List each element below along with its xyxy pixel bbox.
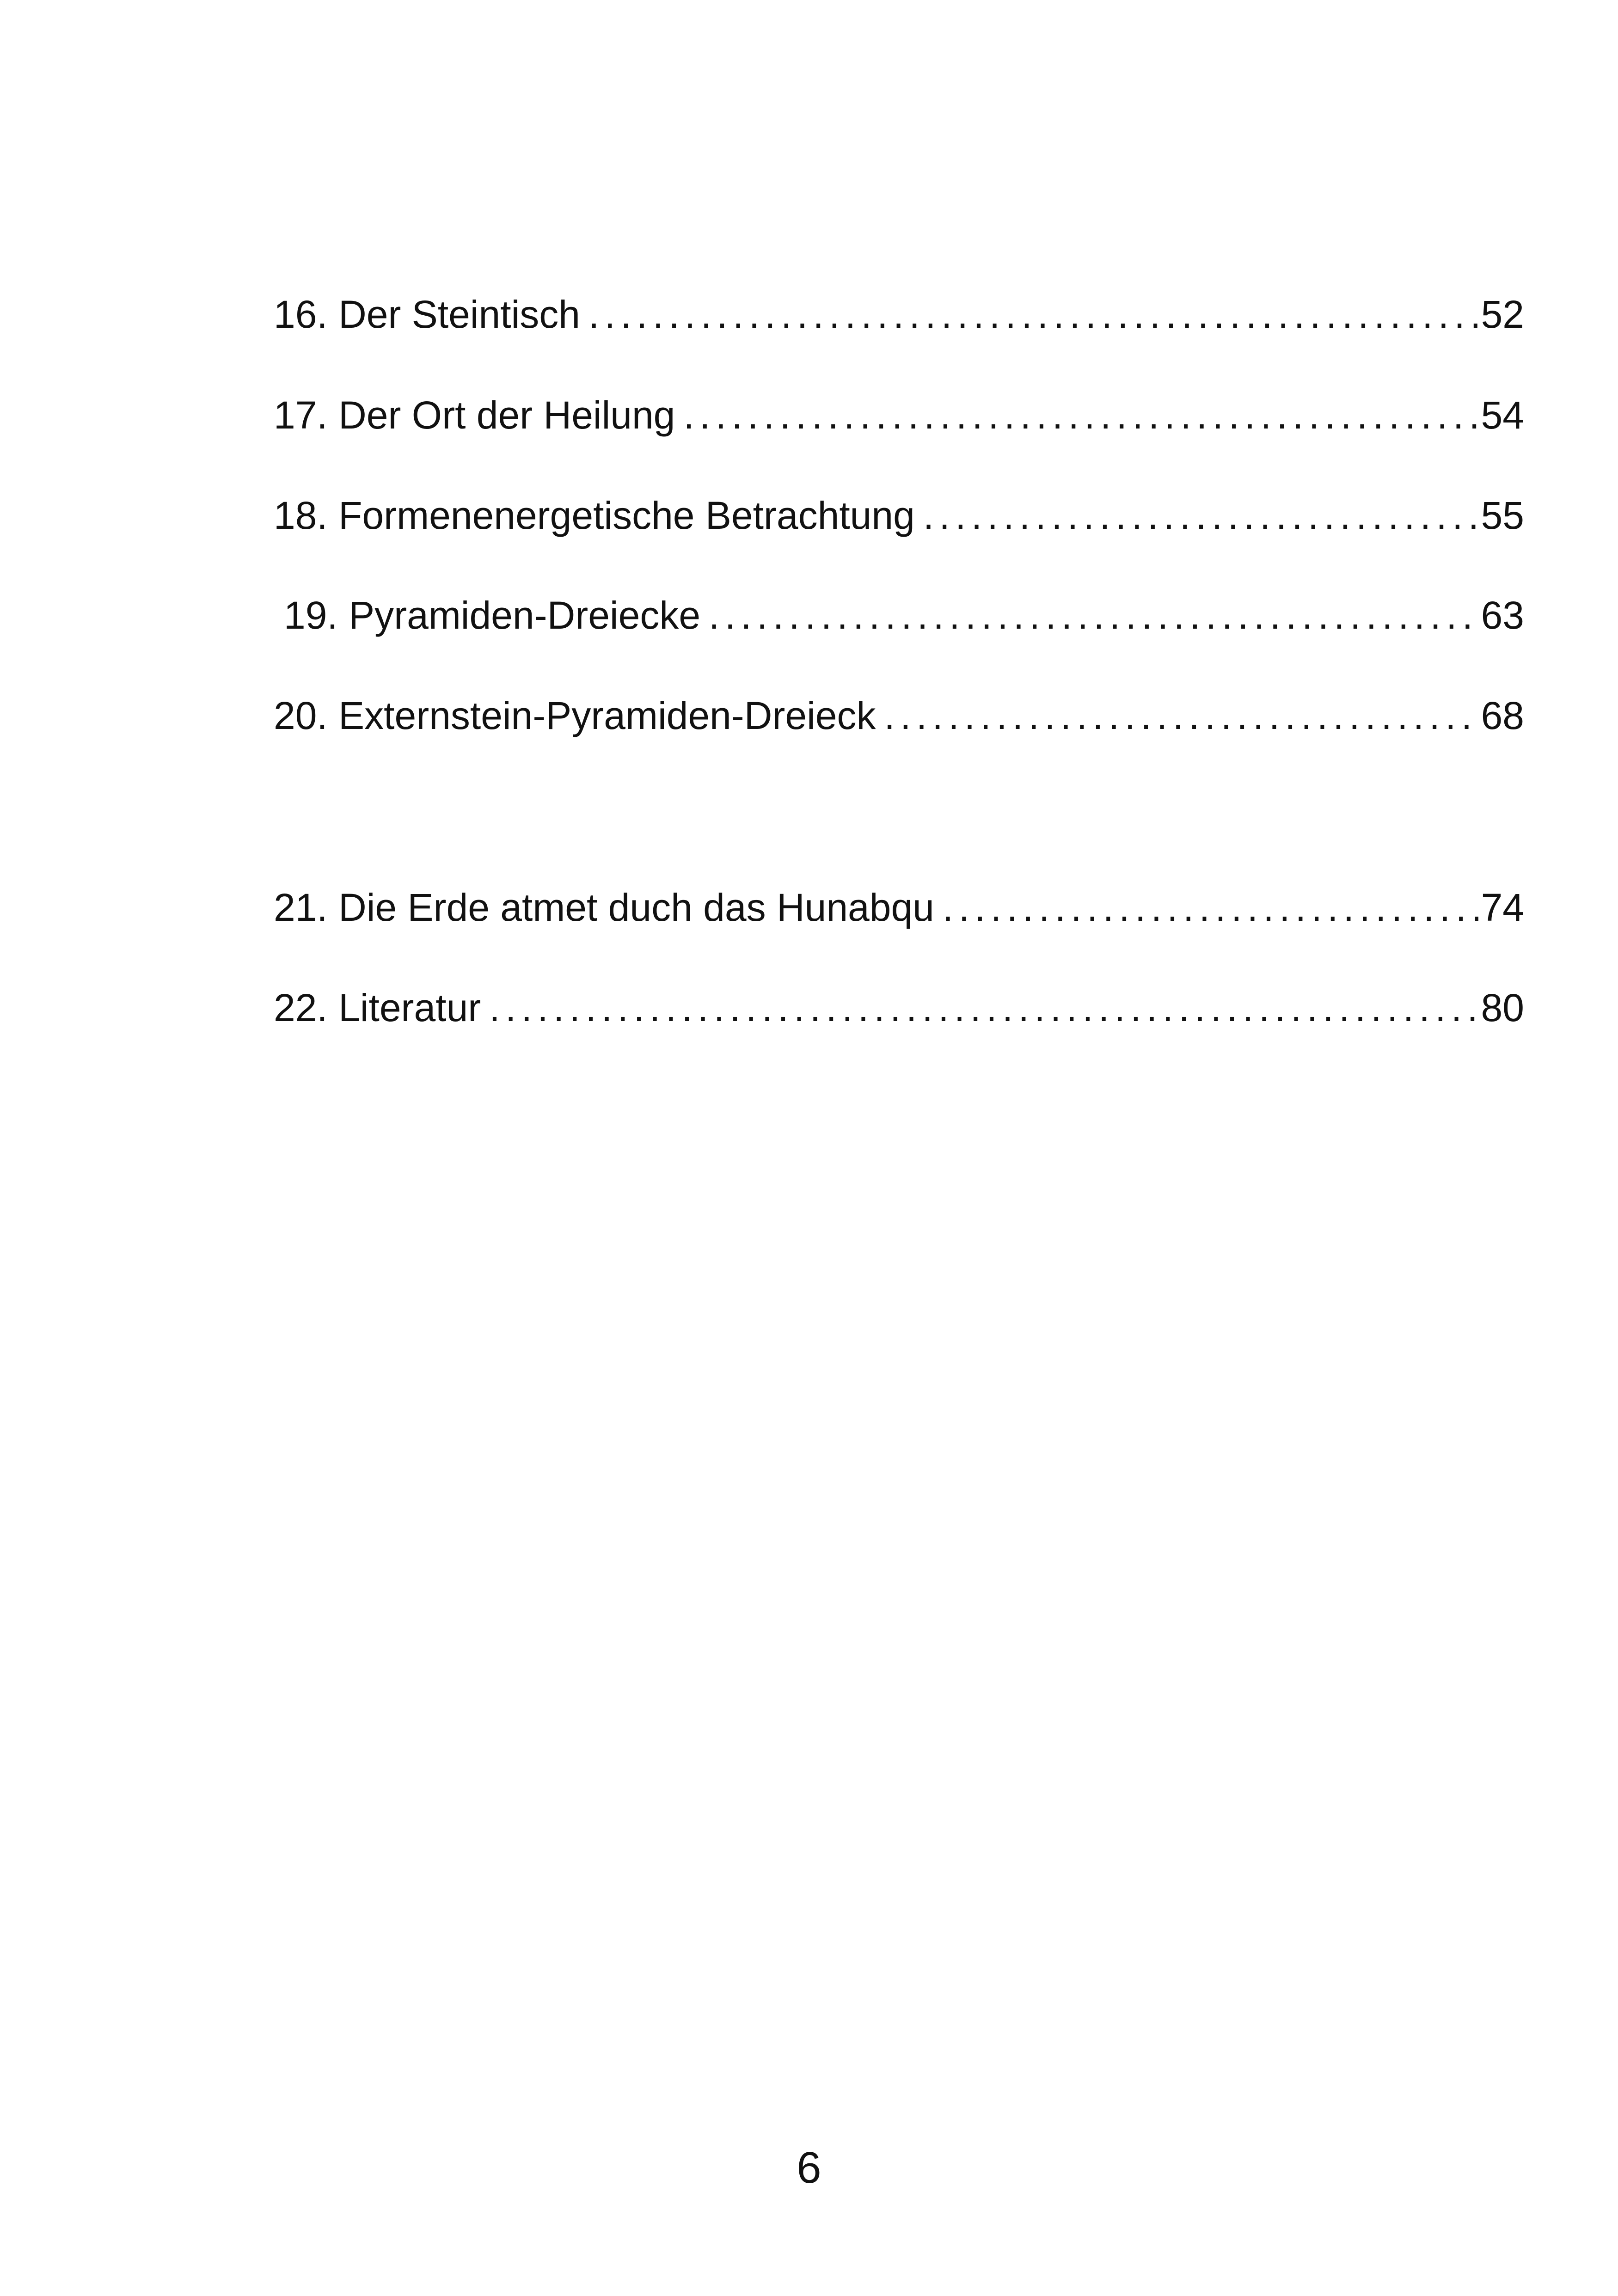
toc-entry <box>274 880 1524 935</box>
toc-entry-page: 52 <box>1481 293 1524 336</box>
dot-leader <box>489 980 1478 1035</box>
toc-entry <box>274 588 1524 643</box>
toc-entry-title: 21. Die Erde atmet duch das Hunabqu <box>274 886 934 929</box>
toc-entry-page: 68 <box>1481 694 1524 737</box>
dot-leader <box>884 688 1478 743</box>
toc-entry-page: 63 <box>1481 594 1524 637</box>
dot-leader <box>923 488 1478 543</box>
toc-entry-title: 16. Der Steintisch <box>274 293 580 336</box>
toc-entry <box>274 387 1524 443</box>
toc-entry <box>274 488 1524 543</box>
toc-entry-title: 22. Literatur <box>274 986 481 1029</box>
toc-entry <box>274 287 1524 342</box>
dot-leader <box>588 287 1478 342</box>
toc-entry-title: 18. Formenenergetische Betrachtung <box>274 494 915 537</box>
toc-entry <box>274 980 1524 1035</box>
page-number: 6 <box>797 2143 821 2192</box>
toc-entry-page: 54 <box>1481 393 1524 437</box>
toc-entry-title: 20. Externstein-Pyramiden-Dreieck <box>274 694 876 737</box>
dot-leader <box>943 880 1478 935</box>
dot-leader <box>683 387 1478 443</box>
toc-entry-page: 55 <box>1481 494 1524 537</box>
toc-entry-page: 80 <box>1481 986 1524 1029</box>
toc-entry <box>274 688 1524 743</box>
toc-entry-page: 74 <box>1481 886 1524 929</box>
dot-leader <box>709 588 1478 643</box>
toc-entry-title: 17. Der Ort der Heilung <box>274 393 675 437</box>
toc-entry-title: 19. Pyramiden-Dreiecke <box>284 594 701 637</box>
